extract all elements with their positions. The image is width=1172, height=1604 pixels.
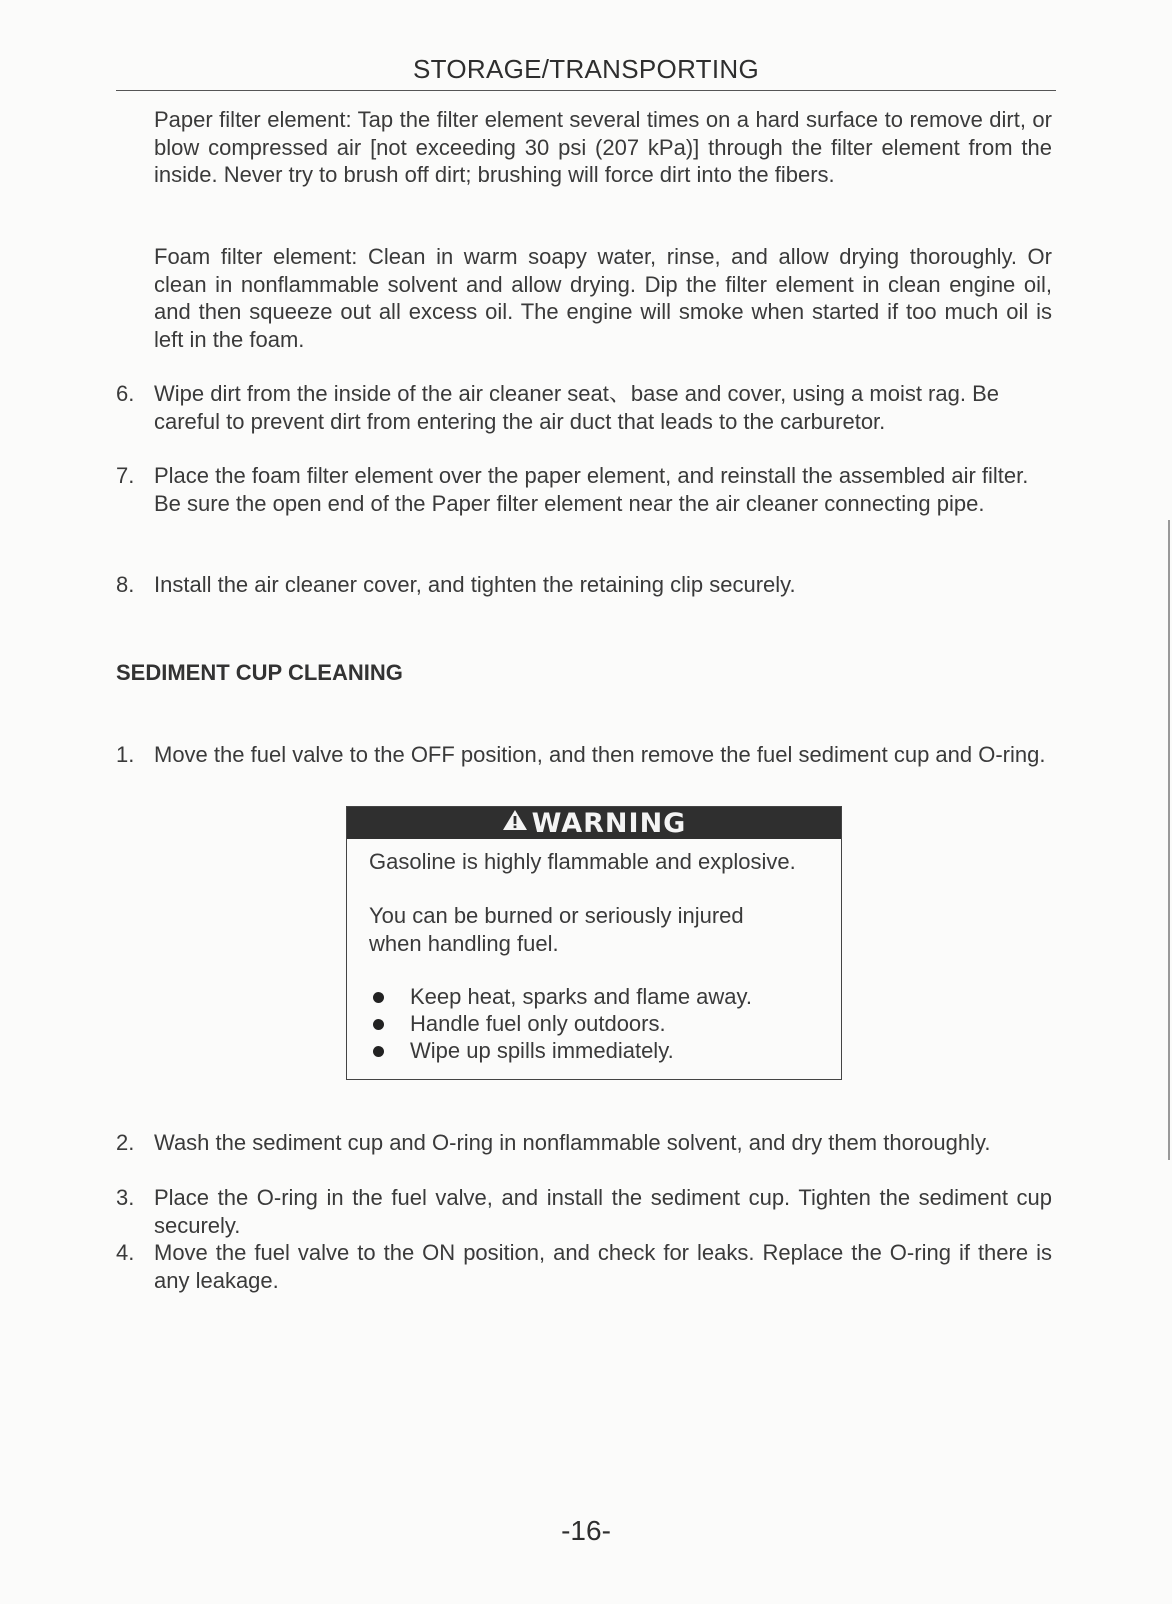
list-item	[116, 380, 1052, 435]
list-item	[116, 571, 1052, 599]
list-item	[116, 1239, 1052, 1294]
warning-triangle-icon	[502, 806, 528, 839]
warning-bullet	[369, 1010, 666, 1038]
list-item-number: 6.	[116, 381, 135, 406]
list-item	[116, 462, 1052, 517]
list-item-number: 2.	[116, 1130, 135, 1155]
warning-bullet-text: Wipe up spills immediately.	[410, 1038, 674, 1063]
scan-edge-line	[1168, 520, 1170, 1160]
warning-line: You can be burned or seriously injured	[369, 903, 744, 928]
bullet-dot-icon	[373, 1019, 384, 1030]
page-number: -16-	[561, 1515, 611, 1546]
list-item-number: 3.	[116, 1185, 135, 1210]
list-item-number: 1.	[116, 742, 135, 767]
list-item-text: Install the air cleaner cover, and tighten the retaining clip securely.	[154, 572, 796, 597]
warning-header	[347, 807, 841, 839]
bullet-dot-icon	[373, 992, 384, 1003]
warning-box	[346, 806, 842, 1080]
list-item-text: Wipe dirt from the inside of the air cleaner seat、base and cover, using a moist rag. Be careful to prevent dirt from entering the air duct that leads to the carburetor.	[154, 381, 999, 434]
warning-heading: WARNING	[531, 808, 687, 839]
warning-line: when handling fuel.	[369, 931, 559, 956]
warning-bullet	[369, 1037, 674, 1065]
warning-line: Gasoline is highly flammable and explosive.	[369, 849, 796, 874]
section-title: SEDIMENT CUP CLEANING	[116, 660, 403, 685]
list-item	[116, 741, 1052, 769]
list-item	[116, 1184, 1052, 1239]
warning-bullet-text: Keep heat, sparks and flame away.	[410, 984, 753, 1009]
list-item-text: Wash the sediment cup and O-ring in nonflammable solvent, and dry them thoroughly.	[154, 1130, 991, 1155]
list-item-number: 8.	[116, 572, 135, 597]
list-item-text: Move the fuel valve to the ON position, and check for leaks. Replace the O-ring if there is any leakage.	[154, 1240, 1052, 1293]
list-item-number: 7.	[116, 463, 135, 488]
warning-bullet	[369, 983, 752, 1011]
list-item-text: Place the O-ring in the fuel valve, and install the sediment cup. Tighten the sediment cup securely.	[154, 1185, 1052, 1238]
list-item-number: 4.	[116, 1240, 135, 1265]
foam-filter-paragraph: Foam filter element: Clean in warm soapy water, rinse, and allow drying thoroughly. Or clean in nonflammable solvent and allow drying. Dip the filter element in clean engine oil, and then squeeze out all excess oil. The engine will smoke when started if too much oil is left in the foam.	[154, 244, 1052, 352]
bullet-dot-icon	[373, 1046, 384, 1057]
list-item-text: Move the fuel valve to the OFF position, and then remove the fuel sediment cup and O-ring.	[154, 742, 1046, 767]
header-rule	[116, 90, 1056, 91]
paper-filter-paragraph: Paper filter element: Tap the filter element several times on a hard surface to remove dirt, or blow compressed air [not exceeding 30 psi (207 kPa)] through the filter element from the inside. Never try to brush off dirt; brushing will force dirt into the fibers.	[154, 107, 1052, 187]
list-item-text: Place the foam filter element over the paper element, and reinstall the assembled air filter. Be sure the open end of the Paper filter element near the air cleaner connecting pipe.	[154, 463, 1029, 516]
list-item	[116, 1129, 1052, 1157]
page-header-title: STORAGE/TRANSPORTING	[413, 54, 759, 84]
warning-bullet-text: Handle fuel only outdoors.	[410, 1011, 666, 1036]
